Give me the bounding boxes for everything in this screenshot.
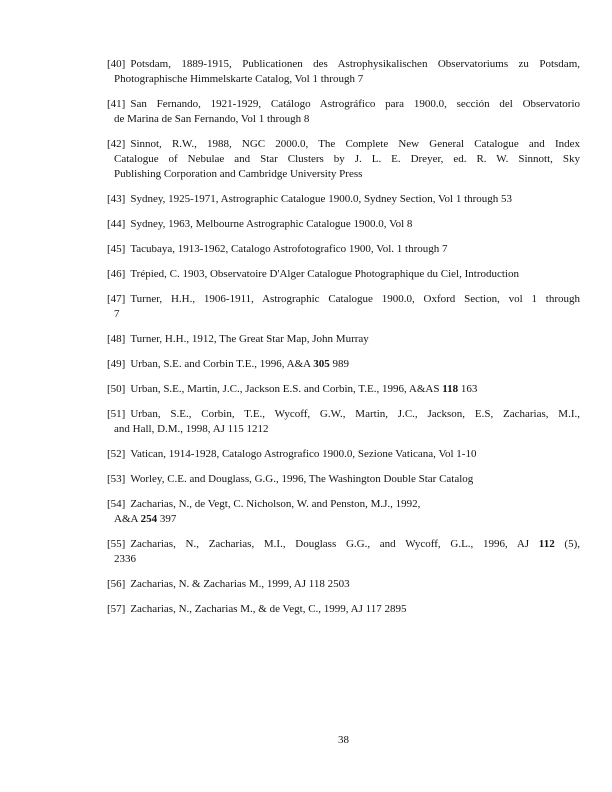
reference-text: Worley, C.E. and Douglass, G.G., 1996, The Washington Double Star Catalog <box>130 473 474 485</box>
reference-line <box>107 447 580 462</box>
reference-line <box>107 57 580 72</box>
reference-entry <box>107 447 580 462</box>
reference-text: Publishing Corporation and Cambridge University Press <box>114 168 363 180</box>
reference-entry <box>107 407 580 437</box>
reference-entry <box>107 577 580 592</box>
reference-text: 989 <box>329 358 349 370</box>
reference-label: [51] <box>107 408 126 420</box>
reference-label: [52] <box>107 448 126 460</box>
reference-text: de Marina de San Fernando, Vol 1 through 8 <box>114 113 310 125</box>
reference-line <box>107 267 580 282</box>
reference-entry <box>107 137 580 182</box>
reference-line <box>107 407 580 422</box>
reference-text: Turner, H.H., 1912, The Great Star Map, John Murray <box>130 333 369 345</box>
reference-label: [56] <box>107 578 126 590</box>
reference-text: Urban, S.E., Martin, J.C., Jackson E.S. and Corbin, T.E., 1996, A&AS <box>130 383 443 395</box>
reference-line <box>107 512 580 527</box>
reference-line <box>107 602 580 617</box>
reference-entry <box>107 332 580 347</box>
volume-number: 118 <box>442 383 459 395</box>
reference-text: Sydney, 1925-1971, Astrographic Catalogue 1900.0, Sydney Section, Vol 1 through 53 <box>130 193 513 205</box>
reference-text: Photographische Himmelskarte Catalog, Vol 1 through 7 <box>114 73 364 85</box>
reference-entry <box>107 97 580 127</box>
reference-text: Urban, S.E. and Corbin T.E., 1996, A&A <box>130 358 314 370</box>
reference-label: [57] <box>107 603 126 615</box>
reference-line <box>107 472 580 487</box>
reference-line <box>107 552 580 567</box>
reference-label: [53] <box>107 473 126 485</box>
reference-line <box>107 72 580 87</box>
reference-label: [54] <box>107 498 126 510</box>
reference-line <box>107 97 580 112</box>
reference-text: (5), <box>554 538 580 550</box>
reference-text: Sinnot, R.W., 1988, NGC 2000.0, The Complete New General Catalogue and Index <box>130 138 580 150</box>
reference-text: Vatican, 1914-1928, Catalogo Astrografico 1900.0, Sezione Vaticana, Vol 1-10 <box>130 448 477 460</box>
reference-label: [50] <box>107 383 126 395</box>
reference-line <box>107 217 580 232</box>
reference-text: 2336 <box>114 553 136 565</box>
reference-label: [44] <box>107 218 126 230</box>
reference-text: Trépied, C. 1903, Observatoire D'Alger Catalogue Photographique du Ciel, Introduction <box>130 268 519 280</box>
reference-line <box>107 537 580 552</box>
reference-label: [46] <box>107 268 126 280</box>
reference-text: Tacubaya, 1913-1962, Catalogo Astrofotografico 1900, Vol. 1 through 7 <box>130 243 448 255</box>
reference-line <box>107 242 580 257</box>
reference-text: Potsdam, 1889-1915, Publicationen des Astrophysikalischen Observatoriums zu Potsdam, <box>130 58 580 70</box>
page-number: 38 <box>338 734 349 746</box>
reference-entry <box>107 57 580 87</box>
volume-number: 254 <box>140 513 158 525</box>
reference-label: [47] <box>107 293 126 305</box>
reference-text: Sydney, 1963, Melbourne Astrographic Catalogue 1900.0, Vol 8 <box>130 218 413 230</box>
reference-text: and Hall, D.M., 1998, AJ 115 1212 <box>114 423 269 435</box>
reference-line <box>107 307 580 322</box>
reference-entry <box>107 382 580 397</box>
reference-line <box>107 357 580 372</box>
reference-text: A&A <box>114 513 141 525</box>
reference-label: [42] <box>107 138 126 150</box>
reference-text: Zacharias, N., Zacharias, M.I., Douglass G.G., and Wycoff, G.L., 1996, AJ <box>130 538 539 550</box>
reference-text: Turner, H.H., 1906-1911, Astrographic Catalogue 1900.0, Oxford Section, vol 1 through <box>130 293 580 305</box>
reference-list <box>107 57 580 627</box>
reference-text: Zacharias, N., Zacharias M., & de Vegt, C., 1999, AJ 117 2895 <box>130 603 407 615</box>
reference-label: [55] <box>107 538 126 550</box>
reference-text: San Fernando, 1921-1929, Catálogo Astrográfico para 1900.0, sección del Observatorio <box>130 98 580 110</box>
reference-label: [49] <box>107 358 126 370</box>
reference-entry <box>107 537 580 567</box>
reference-label: [48] <box>107 333 126 345</box>
volume-number: 112 <box>538 538 555 550</box>
reference-label: [43] <box>107 193 126 205</box>
reference-entry <box>107 357 580 372</box>
reference-text: Zacharias, N. & Zacharias M., 1999, AJ 118 2503 <box>130 578 350 590</box>
reference-entry <box>107 602 580 617</box>
reference-line <box>107 167 580 182</box>
reference-entry <box>107 242 580 257</box>
reference-label: [41] <box>107 98 126 110</box>
reference-text: 397 <box>157 513 177 525</box>
reference-text: Zacharias, N., de Vegt, C. Nicholson, W. and Penston, M.J., 1992, <box>130 498 421 510</box>
reference-line <box>107 422 580 437</box>
reference-label: [40] <box>107 58 126 70</box>
reference-line <box>107 192 580 207</box>
reference-line <box>107 382 580 397</box>
reference-entry <box>107 217 580 232</box>
reference-entry <box>107 497 580 527</box>
reference-line <box>107 112 580 127</box>
reference-text: 163 <box>458 383 478 395</box>
reference-entry <box>107 267 580 282</box>
reference-text: Urban, S.E., Corbin, T.E., Wycoff, G.W., Martin, J.C., Jackson, E.S, Zacharias, M.I., <box>130 408 580 420</box>
reference-entry <box>107 472 580 487</box>
reference-entry <box>107 192 580 207</box>
reference-line <box>107 577 580 592</box>
reference-line <box>107 137 580 152</box>
reference-label: [45] <box>107 243 126 255</box>
reference-text: Catalogue of Nebulae and Star Clusters by J. L. E. Dreyer, ed. R. W. Sinnott, Sky <box>114 153 580 165</box>
reference-line <box>107 152 580 167</box>
reference-text: 7 <box>114 308 120 320</box>
volume-number: 305 <box>313 358 330 370</box>
reference-line <box>107 497 580 512</box>
reference-line <box>107 332 580 347</box>
reference-entry <box>107 292 580 322</box>
reference-line <box>107 292 580 307</box>
